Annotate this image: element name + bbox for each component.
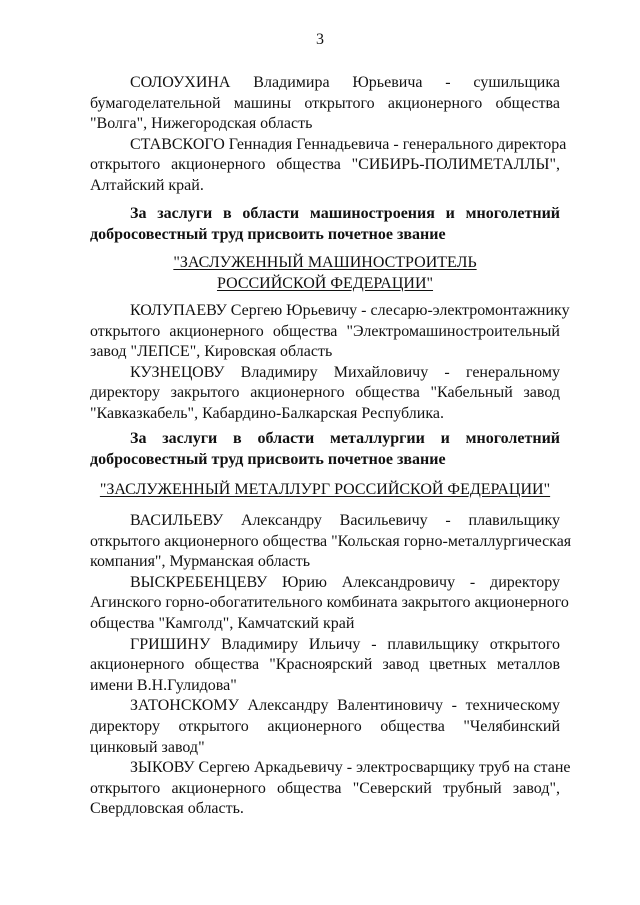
entry-line: "Волга", Нижегородская область — [90, 115, 313, 133]
entry-line: открытого акционерного общества "СИБИРЬ-ПОЛИМЕТАЛЛЫ", — [90, 156, 560, 174]
decree-line: За заслуги в области машиностроения и многолетний — [130, 205, 560, 222]
entry-line: Агинского горно-обогатительного комбината закрытого акционерного — [90, 594, 569, 612]
entry-line: "Кавказкабель", Кабардино-Балкарская Республика. — [90, 404, 444, 422]
entry-line: компания", Мурманская область — [90, 553, 311, 571]
entry-line: директору закрытого акционерного общества "Кабельный завод — [90, 384, 560, 402]
entry-line: СТАВСКОГО Геннадия Геннадьевича - генерального директора — [130, 135, 567, 153]
decree-metallurgy — [90, 429, 560, 470]
entry-line: Свердловская область. — [90, 800, 244, 818]
entry-line: завод "ЛЕПСЕ", Кировская область — [90, 343, 333, 361]
entry-line: открытого акционерного общества "Кольская горно-металлургическая — [90, 532, 572, 550]
entry-zykov — [90, 758, 571, 820]
entry-line: Алтайский край. — [90, 176, 204, 194]
entry-vyskrebentsev — [90, 573, 569, 635]
entry-line: КОЛУПАЕВУ Сергею Юрьевичу - слесарю-электромонтажнику — [130, 302, 570, 319]
entries-machine-building — [90, 301, 570, 425]
title-honored-machine-builder — [90, 253, 560, 294]
entry-line: СОЛОУХИНА Владимира Юрьевича - сушильщика — [130, 74, 560, 91]
entry-soloukhin — [90, 73, 560, 135]
entry-stavsky — [90, 135, 567, 197]
entry-line: директору открытого акционерного общества "Челябинский — [90, 717, 560, 735]
entry-kuznetsov — [90, 363, 560, 425]
entry-vasiliev — [90, 511, 572, 573]
entry-line: открытого акционерного общества "Электромашиностроительный — [90, 322, 560, 340]
entry-line: акционерного общества "Красноярский завод цветных металлов — [90, 656, 560, 674]
entry-line: общества "Камголд", Камчатский край — [90, 614, 355, 632]
entry-line: КУЗНЕЦОВУ Владимиру Михайловичу - генеральному — [130, 363, 560, 381]
entry-grishin — [90, 635, 560, 697]
decree-line: добросовестный труд присвоить почетное звание — [90, 225, 446, 243]
page-number: 3 — [316, 31, 324, 48]
title-line: "ЗАСЛУЖЕННЫЙ МЕТАЛЛУРГ РОССИЙСКОЙ ФЕДЕРАЦИИ" — [99, 481, 551, 498]
entry-line: ЗАТОНСКОМУ Александру Валентиновичу - техническому — [130, 697, 560, 715]
entry-kolupaev — [90, 301, 570, 363]
title-line: "ЗАСЛУЖЕННЫЙ МАШИНОСТРОИТЕЛЬ — [173, 254, 477, 271]
entry-line: открытого акционерного общества "Северский трубный завод", — [90, 779, 560, 797]
entry-line: ВЫСКРЕБЕНЦЕВУ Юрию Александровичу - директору — [130, 573, 560, 591]
entry-line: цинковый завод" — [90, 738, 205, 756]
entries-metallurgy — [90, 511, 572, 820]
title-honored-metallurgist — [90, 480, 560, 501]
entry-line: бумагоделательной машины открытого акционерного общества — [90, 94, 560, 112]
decree-line: За заслуги в области металлургии и многолетний — [130, 430, 560, 447]
decree-line: добросовестный труд присвоить почетное звание — [90, 450, 446, 468]
decree-machine-building — [90, 204, 560, 245]
entry-line: ВАСИЛЬЕВУ Александру Васильевичу - плавильщику — [130, 512, 560, 529]
entry-line: имени В.Н.Гулидова" — [90, 676, 237, 694]
entry-zatonsky — [90, 696, 560, 758]
title-line: РОССИЙСКОЙ ФЕДЕРАЦИИ" — [216, 274, 434, 292]
entry-line: ГРИШИНУ Владимиру Ильичу - плавильщику открытого — [130, 635, 560, 653]
entries-top — [90, 73, 567, 197]
entry-line: ЗЫКОВУ Сергею Аркадьевичу - электросварщику труб на стане — [130, 759, 571, 777]
